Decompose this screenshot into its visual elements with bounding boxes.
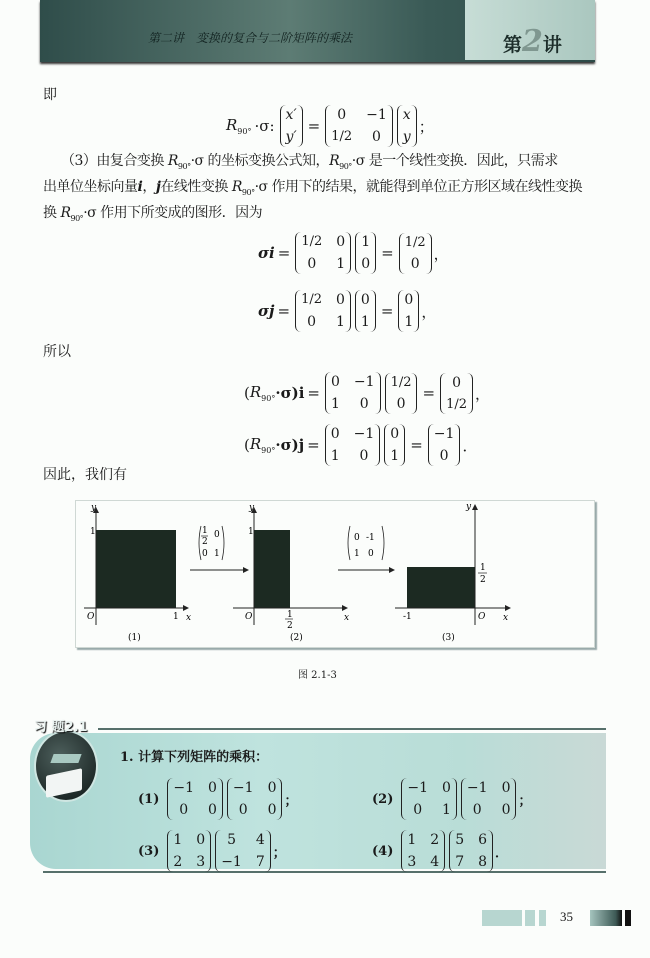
matrix-cell: x′: [285, 107, 297, 123]
matrix-cell: 2: [202, 537, 208, 547]
matrix-cell: 1/2: [446, 396, 467, 412]
matrix-cell: 0: [354, 533, 360, 543]
paragraph-3-line3: 换 $R_{90^\circ}\cdot\sigma$ 作用下所变成的图形．因为: [43, 205, 263, 223]
tick-x-neg-1: -1: [403, 612, 412, 622]
matrix-a: [401, 830, 445, 872]
exercise-item-4: [372, 830, 508, 872]
badge-title: 习 题2.1: [34, 720, 88, 735]
matrix-cell: −1: [353, 374, 375, 390]
equals: =: [307, 117, 321, 135]
matrix-cell: 1/2: [404, 234, 426, 250]
equation-r90-sigma: [226, 105, 434, 147]
matrix-cell: 2: [430, 832, 440, 848]
matrix-cell: 0: [359, 448, 369, 464]
matrix: [325, 105, 393, 147]
matrix-b: [449, 830, 493, 872]
tick-x-1: 1: [173, 612, 179, 622]
matrix-cell: 1: [336, 256, 346, 272]
matrix-cell: 0: [404, 292, 414, 308]
equation-composite-i: ( $R_{90^\circ}$ ·σ)i = 0 −1 1 0 1/2 0 = 0 1/2 ，: [244, 374, 490, 412]
matrix-cell: 5: [455, 832, 465, 848]
matrix-cell: 1/2: [301, 234, 323, 249]
so-word: 所以: [43, 344, 71, 360]
matrix-cell: 1: [354, 549, 360, 559]
matrix-cell: −1: [221, 854, 242, 870]
page-number: 35: [560, 909, 573, 924]
matrix-b: [215, 830, 271, 872]
punct: ；: [284, 793, 298, 809]
matrix-cell: 1/2: [301, 292, 322, 307]
matrix-cell: y: [402, 129, 411, 145]
vector-xy-prime: [280, 105, 303, 147]
y-label: y: [466, 502, 472, 512]
figure-2-1-3: [40, 495, 610, 675]
op: ·σ:: [254, 117, 275, 135]
matrix-cell: 0: [208, 802, 217, 818]
x-label: x: [503, 613, 509, 623]
item-label: (3): [138, 843, 160, 859]
matrix: [325, 424, 381, 466]
matrix-cell: −1: [407, 780, 428, 796]
matrix-cell: 1: [331, 396, 340, 412]
rotated-rect: [407, 567, 475, 608]
matrix-cell: x: [402, 107, 411, 123]
matrix-cell: 0: [439, 448, 449, 464]
matrix-cell: 0: [372, 129, 381, 145]
matrix-a: [167, 830, 211, 872]
matrix-cell: 0: [396, 395, 406, 412]
exercise-item-1: [138, 778, 298, 820]
matrix-cell: 0: [208, 780, 217, 796]
result-vector: [399, 233, 432, 274]
vector: [355, 232, 376, 274]
matrix-cell: 0: [307, 256, 317, 272]
matrix-cell: 4: [255, 832, 265, 848]
matrix-cell: 0: [214, 530, 220, 540]
vector: [355, 290, 376, 332]
item-label: (4): [372, 843, 394, 859]
matrix-cell: 0: [472, 802, 482, 818]
tick-half-numerator: 1: [480, 563, 486, 573]
matrix-cell: 1: [330, 448, 340, 464]
matrix-cell: 0: [331, 374, 340, 390]
matrix-cell: 1: [202, 526, 208, 536]
result-vector: [398, 290, 419, 332]
matrix-cell: 0: [336, 292, 345, 308]
matrix-b: [461, 778, 517, 820]
question-1: 1. 计算下列矩阵的乘积：: [120, 750, 269, 765]
matrix-cell: 0: [361, 256, 371, 272]
exercise-badge: [30, 716, 100, 802]
exercise-item-3: [138, 830, 286, 872]
divider-top: [98, 728, 606, 730]
item-label: (1): [138, 791, 160, 807]
matrix-cell: 5: [227, 832, 236, 848]
matrix-cell: 0: [413, 802, 423, 818]
equation-sigma-j: σj = 1/2 0 0 1 0 1 = 0 1 ，: [258, 292, 437, 330]
matrix-cell: −1: [466, 780, 488, 796]
vector-xy: [397, 105, 417, 147]
matrix-cell: 0: [267, 802, 277, 818]
matrix-cell: −1: [433, 426, 455, 442]
page-number-bar: [482, 908, 632, 928]
tick-y-1: 1: [248, 527, 254, 537]
book-icon: [34, 730, 98, 802]
matrix-b: [227, 778, 283, 820]
matrix-cell: 0: [307, 314, 316, 330]
y-label: y: [91, 503, 97, 513]
matrix-cell: 0: [267, 780, 277, 796]
panel-3: [395, 502, 510, 643]
item-label: (2): [372, 791, 394, 807]
x-label: x: [344, 613, 350, 623]
origin-label: O: [478, 612, 486, 622]
lhs: σj: [258, 302, 275, 320]
matrix-cell: 0: [336, 234, 346, 250]
lecture-suffix: 讲: [542, 34, 562, 56]
panel-label: (2): [290, 633, 303, 643]
therefore-text: 因此，我们有: [43, 467, 127, 483]
matrix: [325, 372, 381, 414]
matrix-cell: 1: [336, 314, 345, 330]
punct: ；: [418, 117, 434, 136]
tick-half-denominator: 2: [287, 621, 293, 631]
panel-1: [84, 503, 191, 643]
equation-sigma-i: σi = 1/2 0 0 1 1 0 = 1/2 0 ，: [258, 234, 449, 272]
figure-caption: 图 2.1-3: [298, 670, 337, 681]
matrix-cell: 1: [390, 448, 400, 464]
tick-half-denominator: 2: [480, 575, 486, 585]
matrix-cell: 3: [196, 854, 206, 870]
running-title: 第二讲 变换的复合与二阶矩阵的乘法: [148, 31, 353, 45]
matrix-a: [401, 778, 457, 820]
matrix-cell: 0: [501, 780, 511, 796]
matrix-cell: 1: [361, 234, 371, 250]
intro-word: 即: [43, 87, 57, 103]
divider-bottom: [43, 871, 606, 873]
result-vector: [428, 424, 461, 466]
lecture-number: 2: [522, 24, 543, 59]
vector: [384, 424, 405, 466]
matrix-cell: -1: [366, 533, 375, 543]
tick-half-numerator: 1: [287, 610, 293, 620]
lecture-label: [503, 24, 562, 59]
matrix-cell: 1: [404, 314, 414, 330]
matrix-cell: 7: [455, 854, 465, 870]
origin-label: O: [245, 612, 253, 622]
punct: ．: [495, 845, 509, 861]
equation-composite-j: ( $R_{90^\circ}$ ·σ)j = 0 −1 1 0 0 1 = −1 0 ．: [244, 426, 478, 464]
matrix-cell: 0: [337, 107, 347, 123]
matrix-cell: 1/2: [331, 129, 353, 144]
matrix-cell: 4: [430, 854, 440, 870]
matrix-cell: 0: [410, 255, 420, 272]
matrix-cell: 0: [238, 802, 248, 818]
tick-y-1: 1: [90, 527, 96, 537]
punct: ；: [518, 793, 532, 809]
matrix: [295, 290, 351, 332]
panel-2: [233, 503, 349, 643]
lecture-prefix: 第: [503, 34, 523, 56]
matrix-cell: 0: [359, 396, 369, 412]
x-label: x: [186, 613, 192, 623]
matrix-cell: 0: [501, 802, 511, 818]
punct: ；: [272, 845, 286, 861]
paragraph-3-line2: 出单位坐标向量i，j在线性变换 $R_{90^\circ}\cdot\sigma$ 作用下的结果，就能得到单位正方形区域在线性变换: [43, 179, 583, 197]
result-vector: [440, 373, 473, 414]
matrix-cell: 1: [214, 549, 220, 559]
origin-label: O: [87, 612, 95, 622]
matrix-cell: 0: [368, 549, 374, 559]
unit-square: [96, 530, 176, 608]
matrix-cell: 1: [407, 832, 417, 848]
matrix-cell: 0: [360, 292, 370, 308]
lhs: σi: [258, 244, 275, 262]
matrix-cell: −1: [366, 107, 387, 123]
matrix-cell: 0: [179, 802, 189, 818]
matrix-cell: 1: [360, 314, 370, 330]
matrix-cell: 1: [173, 832, 183, 848]
matrix-cell: 3: [407, 854, 417, 870]
matrix-cell: 8: [478, 854, 488, 870]
matrix-a: [167, 778, 223, 820]
matrix-cell: 1: [442, 802, 451, 818]
transform-matrix-1: [190, 526, 248, 570]
matrix-cell: y′: [285, 129, 297, 145]
panel-label: (1): [128, 633, 141, 643]
matrix-cell: −1: [232, 780, 254, 796]
paragraph-3: （3）由复合变换 $R_{90^\circ}\cdot\sigma$ 的坐标变换公式知，$R_{90^\circ}\cdot\sigma$ 是一个线性变换．因此，只需求: [61, 153, 558, 171]
matrix-cell: 0: [452, 374, 461, 391]
matrix-cell: 2: [173, 854, 183, 870]
y-label: y: [249, 503, 255, 513]
matrix-cell: 0: [196, 832, 206, 848]
matrix-cell: 0: [390, 426, 400, 442]
vector: [385, 373, 418, 414]
matrix-cell: −1: [173, 780, 194, 796]
matrix: [295, 232, 351, 274]
transform-matrix-2: [338, 526, 394, 570]
r-symbol: $R_{90^\circ}$: [226, 116, 252, 136]
exercise-item-2: [372, 778, 532, 820]
panel-label: (3): [442, 633, 455, 643]
matrix-cell: 6: [478, 832, 488, 848]
scaled-rect: [254, 530, 290, 608]
matrix-cell: 1/2: [390, 374, 412, 390]
matrix-cell: 0: [330, 426, 340, 442]
matrix-cell: 7: [255, 854, 265, 870]
matrix-cell: 0: [442, 780, 451, 796]
matrix-cell: −1: [353, 426, 375, 442]
matrix-cell: 0: [202, 549, 208, 559]
